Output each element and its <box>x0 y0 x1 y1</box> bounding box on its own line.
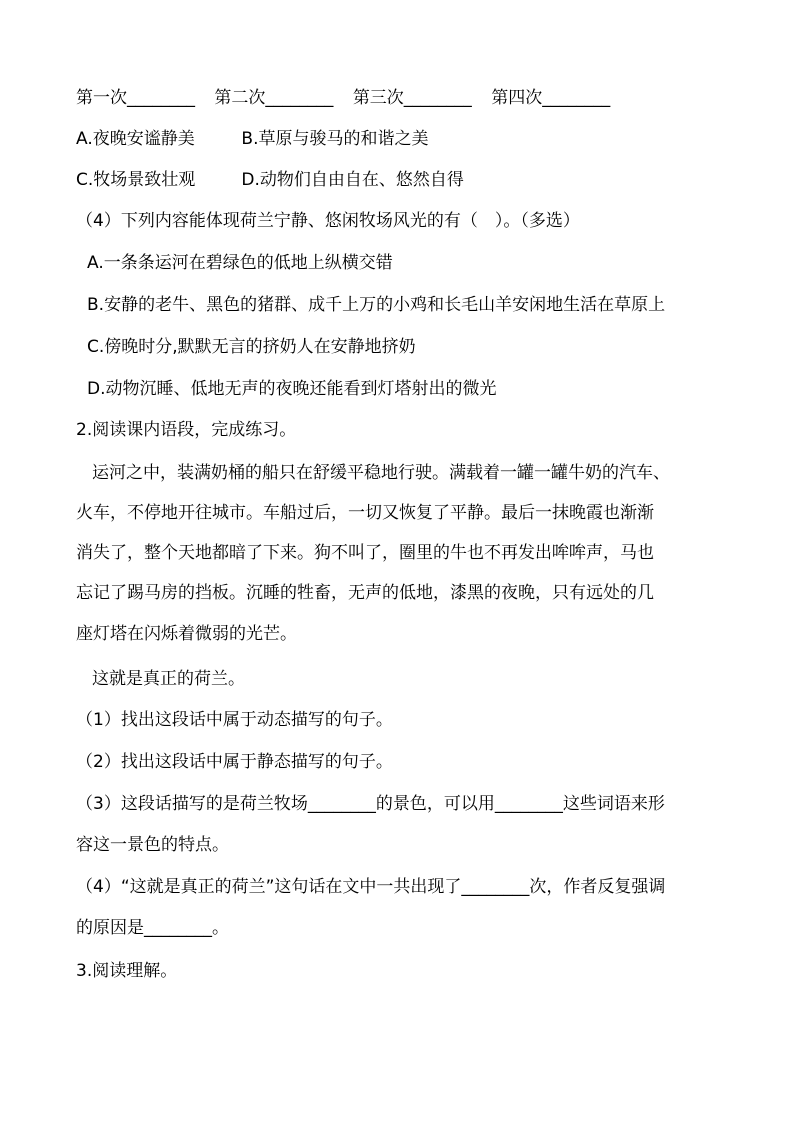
option-b: B.草原与骏马的和谐之美 <box>241 129 429 149</box>
q2-heading: 2.阅读课内语段，完成练习。 <box>76 420 297 440</box>
q1-4-prompt: （4）下列内容能体现荷兰宁静、悠闲牧场风光的有（ ）。（多选） <box>76 211 580 231</box>
fill-third: 第三次________ <box>352 88 472 108</box>
q2-sub4-line2: 的原因是________。 <box>76 918 229 938</box>
q1-fill-row <box>76 88 610 108</box>
passage-line-3: 消失了，整个天地都暗了下来。狗不叫了，圈里的牛也不再发出哞哞声，马也 <box>76 543 654 563</box>
q1-options-row-2 <box>76 170 464 190</box>
q2-sub2: （2）找出这段话中属于静态描写的句子。 <box>76 752 393 772</box>
q1-options-row-1 <box>76 129 428 149</box>
option-a: A.夜晚安谧静美 <box>76 129 195 149</box>
q2-sub3-line2: 容这一景色的特点。 <box>76 835 229 855</box>
q1-4-option-c: C.傍晚时分,默默无言的挤奶人在安静地挤奶 <box>87 337 416 357</box>
option-c: C.牧场景致壮观 <box>76 170 196 190</box>
fill-fourth: 第四次________ <box>491 88 611 108</box>
passage-line-2: 火车，不停地开往城市。车船过后，一切又恢复了平静。最后一抹晚霞也渐渐 <box>76 503 654 523</box>
q2-sub1: （1）找出这段话中属于动态描写的句子。 <box>76 710 393 730</box>
passage-closing: 这就是真正的荷兰。 <box>92 669 245 689</box>
fill-first: 第一次________ <box>76 88 195 108</box>
q1-4-option-a: A.一条条运河在碧绿色的低地上纵横交错 <box>87 253 393 273</box>
passage-line-5: 座灯塔在闪烁着微弱的光芒。 <box>76 624 297 644</box>
q1-4-option-d: D.动物沉睡、低地无声的夜晚还能看到灯塔射出的微光 <box>87 379 497 399</box>
q1-4-option-b: B.安静的老牛、黑色的猪群、成千上万的小鸡和长毛山羊安闲地生活在草原上 <box>87 295 666 315</box>
fill-second: 第二次________ <box>214 88 334 108</box>
passage-line-4: 忘记了踢马房的挡板。沉睡的牲畜，无声的低地，漆黑的夜晚，只有远处的几 <box>76 583 654 603</box>
q2-sub4-line1: （4）“这就是真正的荷兰”这句话在文中一共出现了________次，作者反复强调 <box>76 877 666 897</box>
option-d: D.动物们自由自在、悠然自得 <box>241 170 464 190</box>
q3-heading: 3.阅读理解。 <box>76 961 178 981</box>
q2-sub3-line1: （3）这段话描写的是荷兰牧场________的景色，可以用________这些词语来形 <box>76 794 665 814</box>
passage-line-1: 运河之中，装满奶桶的船只在舒缓平稳地行驶。满载着一罐一罐牛奶的汽车、 <box>92 463 670 483</box>
